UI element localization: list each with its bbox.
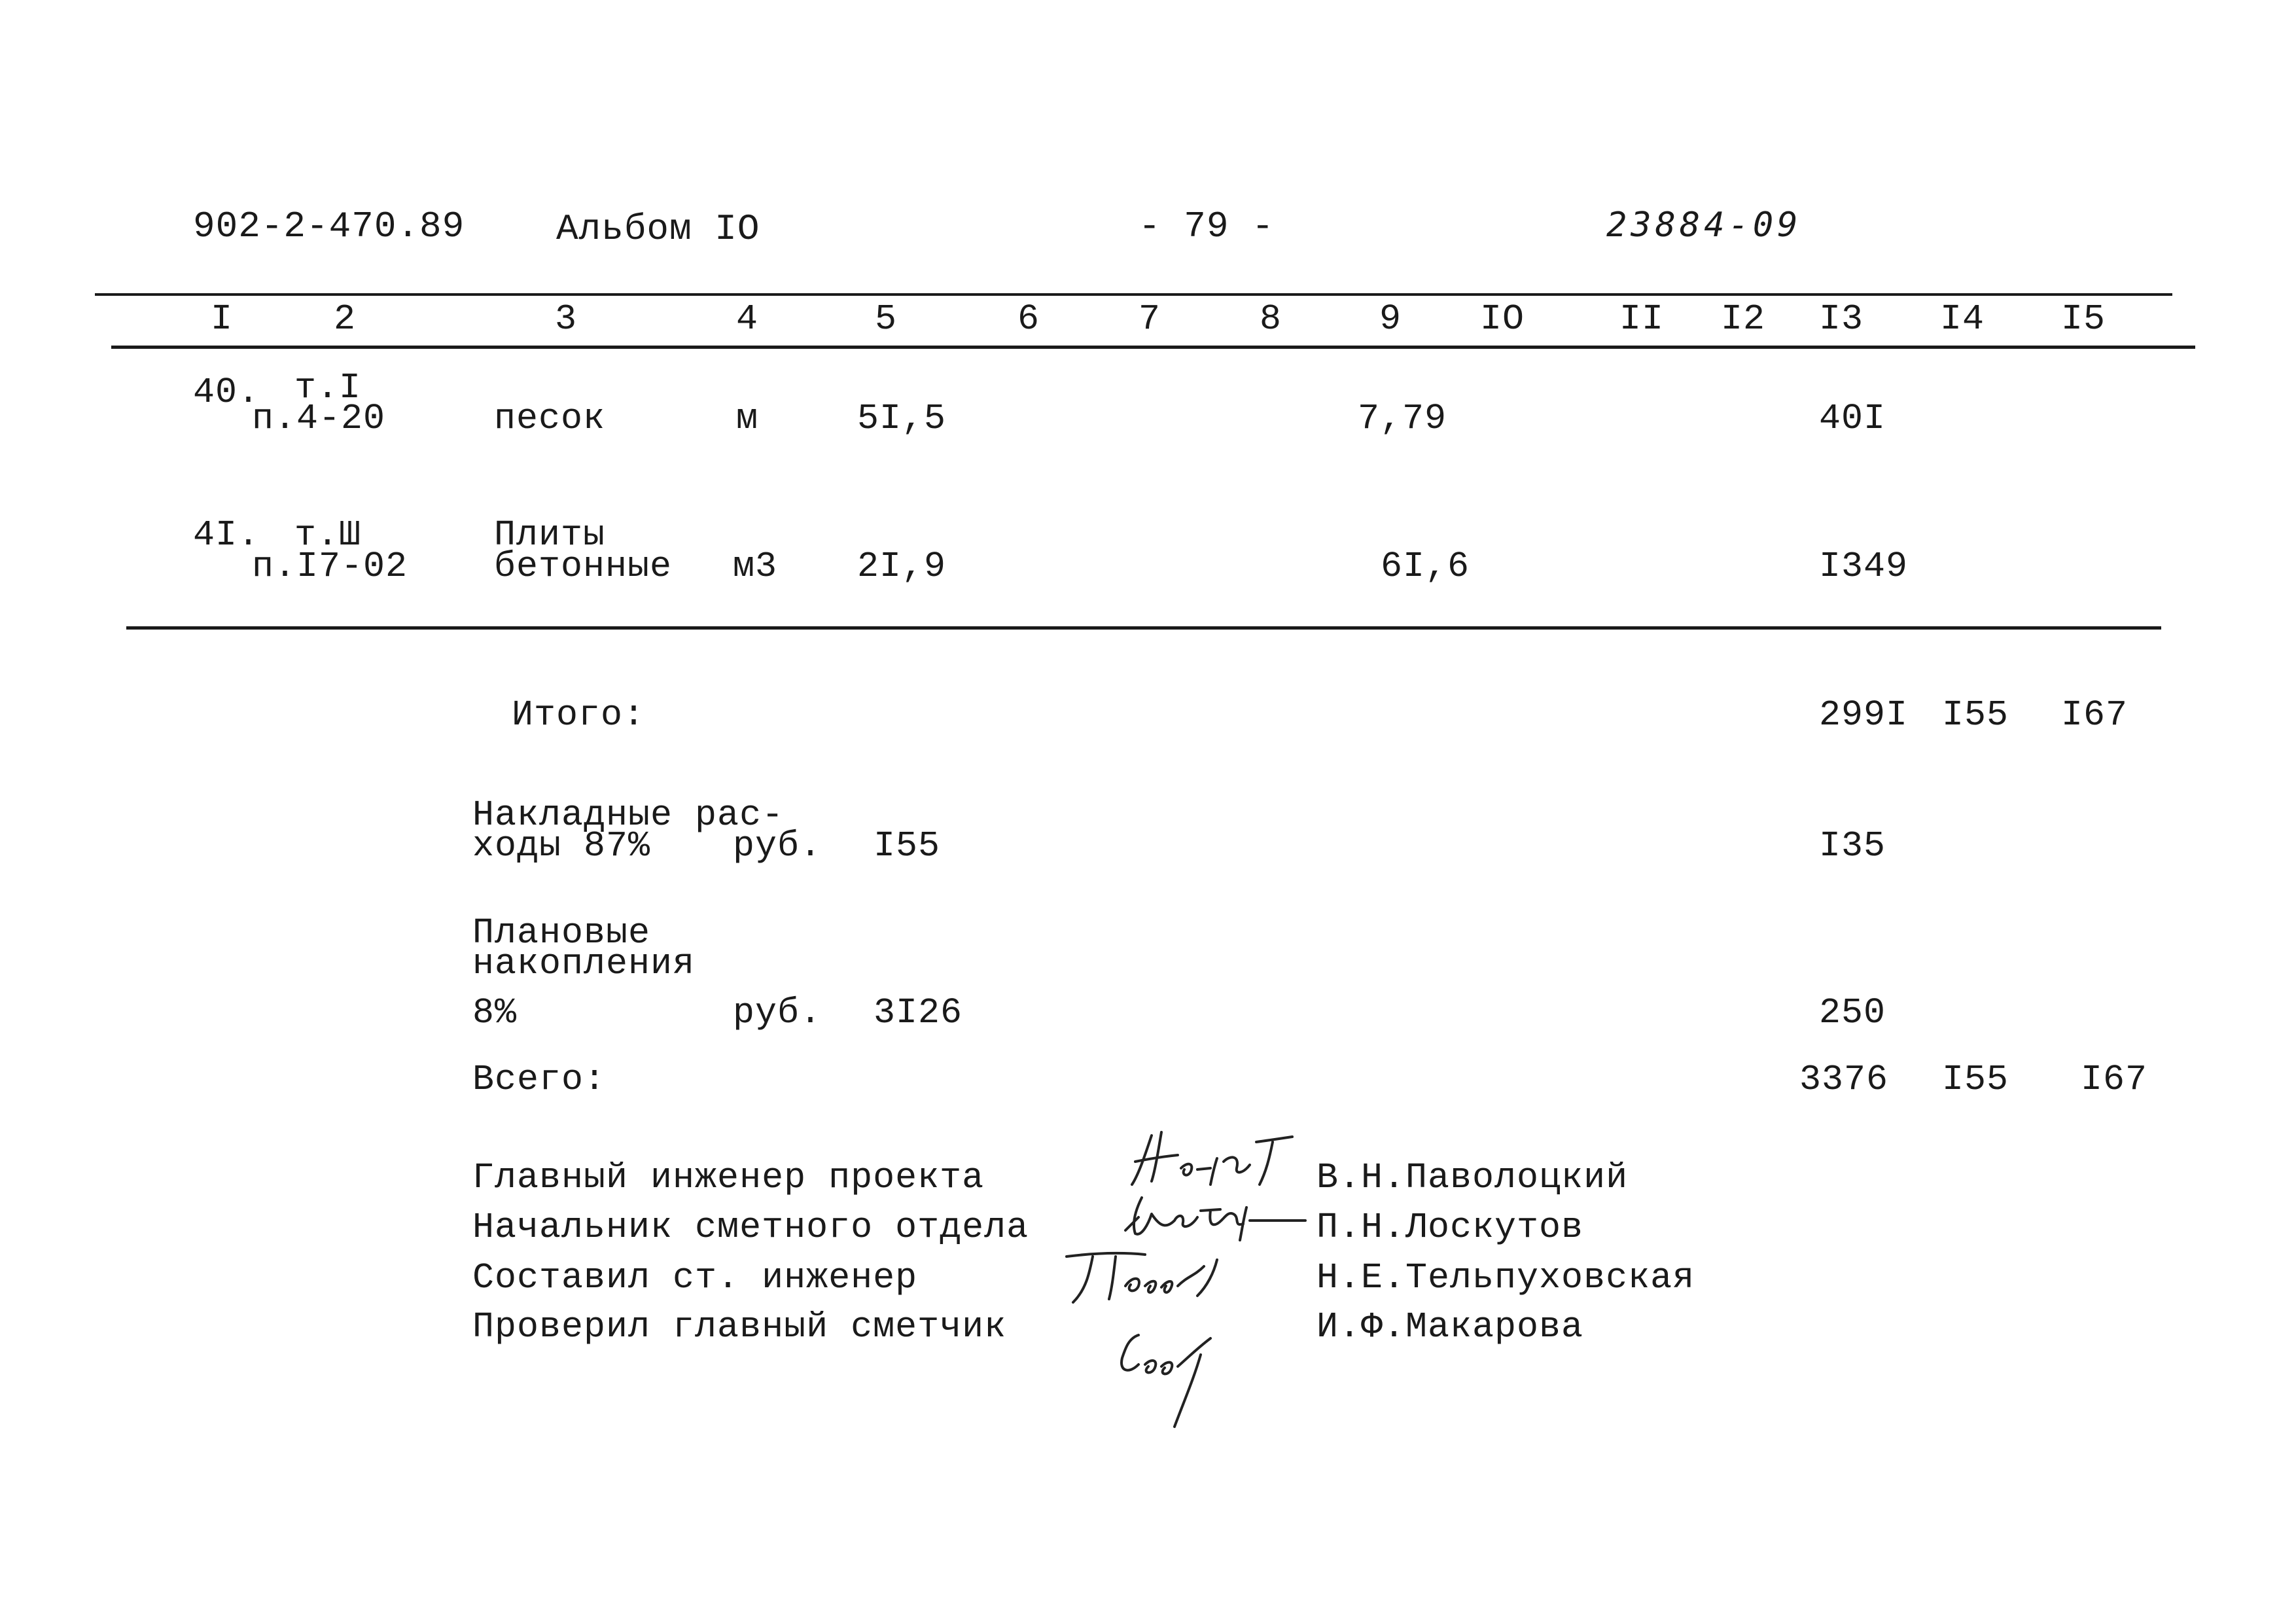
overhead-unit: руб.	[733, 825, 822, 866]
signatory-role: Главный инженер проекта	[472, 1157, 985, 1198]
handwritten-signature	[1093, 1322, 1250, 1433]
vsego-label: Всего:	[472, 1059, 607, 1100]
overhead-label-cont: ходы 87%	[472, 825, 651, 866]
page-number: - 79 -	[1139, 205, 1275, 247]
column-header: 3	[555, 298, 578, 340]
column-header: 4	[736, 298, 759, 340]
handwritten-signature	[1125, 1122, 1315, 1194]
vsego-column-14: I55	[1942, 1059, 2009, 1100]
overhead-column-13: I35	[1819, 825, 1886, 866]
row-unit-price: 7,79	[1358, 398, 1447, 439]
column-header: II	[1619, 298, 1665, 340]
row-table-ref: т.Ш	[294, 514, 362, 556]
planned-column-13: 250	[1819, 992, 1886, 1033]
column-header: 9	[1379, 298, 1402, 340]
row-number: 40.	[193, 372, 260, 413]
row-table-ref: т.I	[294, 367, 362, 408]
planned-unit: руб.	[733, 992, 822, 1033]
overhead-label: Накладные рас-	[472, 794, 785, 836]
table-top-rule	[95, 293, 2172, 296]
row-unit: м	[736, 398, 759, 439]
row-material-name: песок	[494, 398, 606, 439]
handwritten-signature	[1053, 1240, 1289, 1312]
column-header: IO	[1480, 298, 1525, 340]
signatory-role: Начальник сметного отдела	[472, 1207, 1029, 1248]
signatory-name: Н.Е.Тельпуховская	[1316, 1257, 1695, 1298]
table-header-rule	[111, 346, 2195, 349]
column-header: 2	[334, 298, 357, 340]
row-material-name-cont: бетонные	[494, 546, 673, 587]
vsego-column-13: 3376	[1799, 1059, 1889, 1100]
row-total: I349	[1819, 546, 1909, 587]
column-header: I	[211, 298, 234, 340]
row-material-name: Плиты	[494, 514, 606, 556]
itogo-column-13: 299I	[1819, 694, 1909, 736]
signatory-role: Проверил главный сметчик	[472, 1306, 1007, 1347]
archive-stamp-number: 23884-09	[1606, 205, 1802, 245]
column-header: I2	[1721, 298, 1766, 340]
signatory-name: В.Н.Паволоцкий	[1316, 1157, 1629, 1198]
table-bottom-rule	[126, 626, 2161, 630]
itogo-column-15: I67	[2061, 694, 2128, 736]
row-number: 4I.	[193, 514, 260, 556]
planned-percent: 8%	[472, 992, 518, 1033]
album-label: Альбом IO	[556, 208, 760, 250]
row-quantity: 2I,9	[857, 546, 947, 587]
planned-label-cont: накопления	[472, 943, 696, 984]
row-total: 40I	[1819, 398, 1886, 439]
column-header: 7	[1139, 298, 1161, 340]
itogo-column-14: I55	[1942, 694, 2009, 736]
row-quantity: 5I,5	[857, 398, 947, 439]
vsego-column-15: I67	[2081, 1059, 2148, 1100]
row-unit-price: 6I,6	[1381, 546, 1470, 587]
itogo-label: Итого:	[512, 694, 646, 736]
planned-label: Плановые	[472, 912, 651, 954]
column-header: 5	[875, 298, 898, 340]
overhead-base: I55	[874, 825, 941, 866]
document-code: 902-2-470.89	[193, 205, 465, 247]
signatory-role: Составил ст. инженер	[472, 1257, 918, 1298]
column-header: I3	[1819, 298, 1864, 340]
signatory-name: И.Ф.Макарова	[1316, 1306, 1584, 1347]
column-header: I5	[2061, 298, 2106, 340]
row-item-ref: п.4-20	[252, 398, 386, 439]
column-header: 8	[1260, 298, 1282, 340]
column-header: I4	[1940, 298, 1985, 340]
row-item-ref: п.I7-02	[252, 546, 408, 587]
signatory-name: П.Н.Лоскутов	[1316, 1207, 1584, 1248]
planned-base: 3I26	[874, 992, 963, 1033]
row-unit: м3	[733, 546, 778, 587]
handwritten-signature	[1112, 1185, 1315, 1243]
column-header: 6	[1017, 298, 1040, 340]
